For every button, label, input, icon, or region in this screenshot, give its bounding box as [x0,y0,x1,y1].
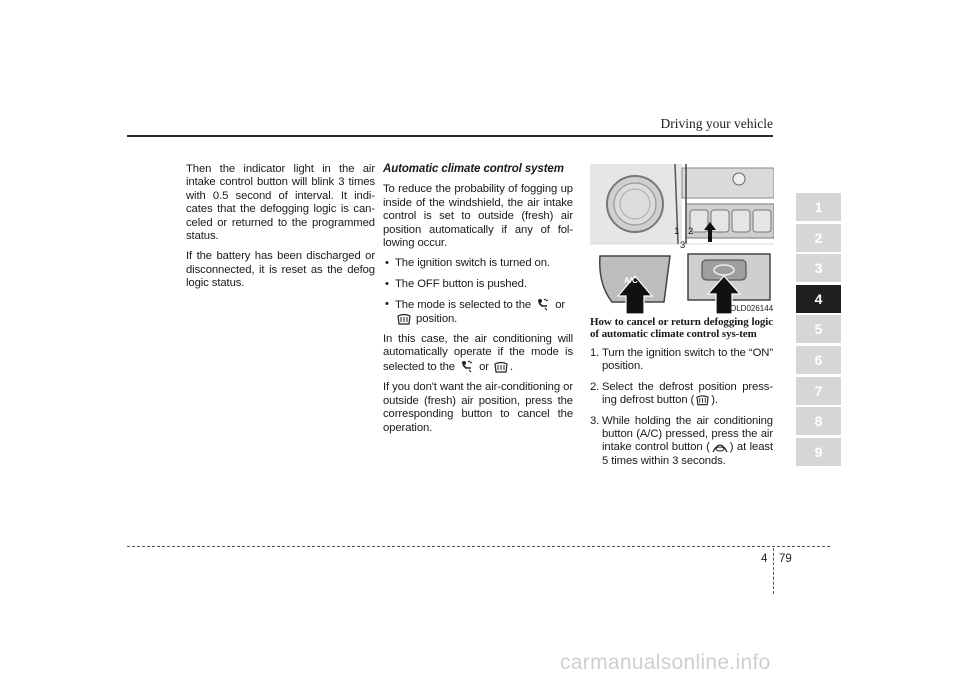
floor-defrost-mode-icon [460,360,474,373]
bullet-mode [383,298,573,326]
page-number: 79 [779,553,792,565]
paragraph-cancel: If you don't want the air-conditioning or outside (fresh) air position, press the corresponding button to cancel the operation. [383,381,573,434]
chapter-tab-4[interactable]: 4 [796,285,841,313]
chapter-tab-2[interactable]: 2 [796,224,841,252]
watermark: carmanualsonline.info [560,651,771,674]
bullet-text: The ignition switch is turned on. [395,257,550,270]
defrost-mode-icon [696,394,709,406]
chapter-number: 4 [761,553,768,565]
bullet-dot: • [385,277,389,290]
paragraph-intro: To reduce the probability of fogging up inside of the windshield, the air intake control is set to outside (fresh) air position automatically if any of fol-lowing occur. [383,183,573,250]
defrost-mode-icon [494,361,508,373]
recirculation-icon [712,442,728,453]
chapter-tab-5[interactable]: 5 [796,315,841,343]
subheading-auto-climate: Automatic climate control system [383,163,564,175]
para-text: In this case, the air conditioning will automatically operate if the mode is selected to the [383,333,573,373]
step-text: While holding the air conditioning button (A/C) pressed, press the air intake control button ( [602,414,773,454]
step-text: ). [711,394,718,407]
step-3 [590,415,773,469]
figure-ref-code: OLD026144 [730,304,774,313]
para-text: or [479,360,489,373]
figure-label-1: 1 [674,226,680,237]
step-text: Select the defrost position press-ing defrost button ( [602,380,773,407]
figure-label-3: 3 [680,240,686,251]
panel-button-4 [753,210,771,232]
footer-divider [773,548,774,594]
column-3 [590,316,773,475]
bullet-text: The OFF button is pushed. [395,277,527,290]
bullet-off-button [383,278,573,291]
bullet-text: The mode is selected to the [395,299,532,312]
ac-button-label: A/C [624,276,638,285]
paragraph-indicator-blink: Then the indicator light in the air intake control button will blink 3 times with 0.5 second of interval. It indi-cates that the defogging logic is can-celed or returned to the programmed status. [186,163,375,243]
bullet-dot: • [385,257,389,270]
step-number: 3. [590,414,600,427]
step-1 [590,347,773,374]
step-text: Turn the ignition switch to the “ON” position. [602,347,773,373]
footer-rule [127,546,830,547]
climate-control-figure [590,164,774,315]
chapter-tab-7[interactable]: 7 [796,377,841,405]
column-2 [383,163,573,442]
bullet-text: position. [416,312,458,325]
column-1 [186,163,375,298]
para-text: . [509,360,514,373]
bullet-text: or [555,299,566,312]
paragraph-battery-reset: If the battery has been discharged or disconnected, it is reset as the defog logic status. [186,250,375,290]
sensor-icon [733,173,745,185]
heading-cancel-defogging: How to cancel or return defogging logic of automatic climate control sys-tem [590,316,773,340]
chapter-tab-8[interactable]: 8 [796,407,841,435]
step-number: 1. [590,347,600,359]
chapter-tab-6[interactable]: 6 [796,346,841,374]
section-title: Driving your vehicle [660,116,773,131]
chapter-tab-1[interactable]: 1 [796,193,841,221]
chapter-tab-9[interactable]: 9 [796,438,841,466]
step-text: ) at least 5 times within 3 seconds. [602,441,774,467]
figure-label-2: 2 [688,226,694,237]
chapter-tabs [796,193,841,468]
step-2 [590,381,773,408]
floor-defrost-mode-icon [536,298,550,311]
paragraph-ac-auto [383,333,573,374]
header-rule [127,135,773,137]
panel-button-3 [732,210,750,232]
step-number: 2. [590,380,600,393]
defrost-mode-icon [397,313,411,325]
bullet-ignition [383,257,573,270]
display-panel [682,168,774,198]
chapter-tab-3[interactable]: 3 [796,254,841,282]
bullet-dot: • [385,298,389,311]
